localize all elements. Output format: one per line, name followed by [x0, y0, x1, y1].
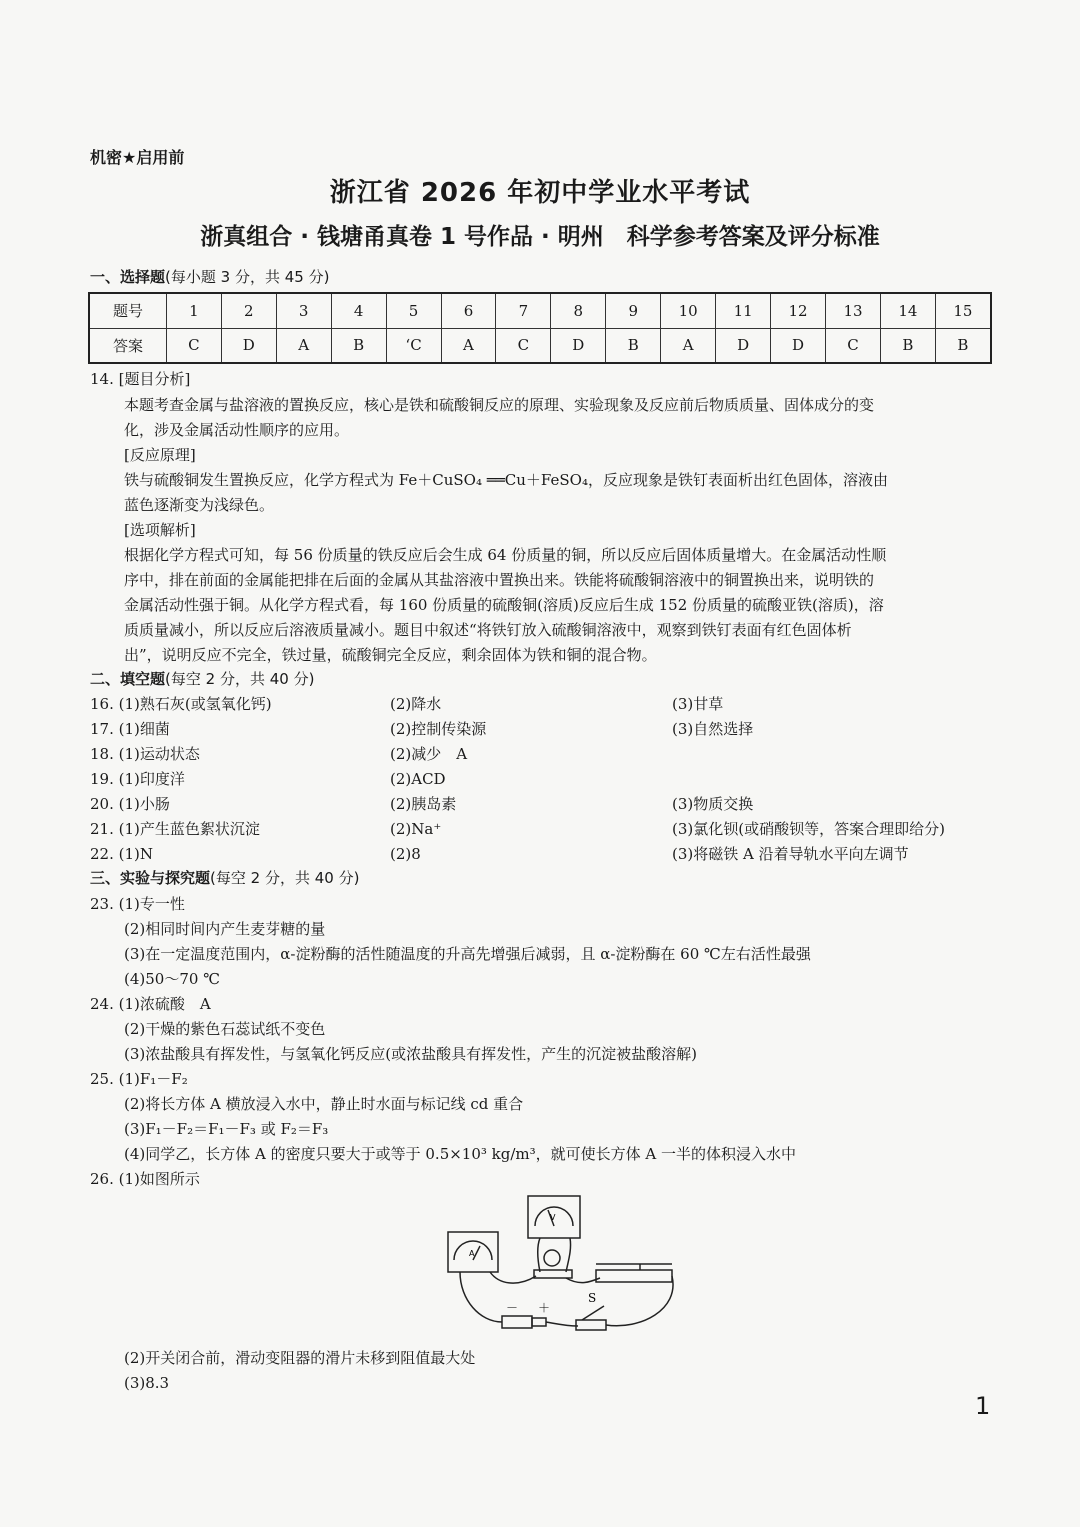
exp-answer: 23. (1)专一性 [90, 895, 185, 913]
voltmeter-label: V [550, 1213, 556, 1222]
answer-cell: B [331, 328, 386, 363]
answer-row [89, 328, 991, 363]
fill-answer: 16. (1)熟石灰(或氢氧化钙) [90, 695, 272, 713]
exp-answer: 26. (1)如图所示 [90, 1170, 200, 1188]
section-experiment-label: 三、实验与探究题 [90, 869, 211, 887]
q14-analysis-line: 本题考查金属与盐溶液的置换反应，核心是铁和硫酸铜反应的原理、实验现象及反应前后物质质量、固体成分的变 [124, 396, 875, 414]
q14-principle-line: 蓝色逐渐变为浅绿色。 [124, 496, 275, 514]
fill-answer: 19. (1)印度洋 [90, 770, 185, 788]
q-num: 1 [166, 293, 221, 328]
answer-cell: A [276, 328, 331, 363]
fill-answer: (3)自然选择 [672, 720, 754, 738]
fill-answer: (2)ACD [390, 770, 446, 788]
exp-answer: (3)8.3 [124, 1374, 170, 1392]
answer-cell: ʻC [386, 328, 441, 363]
exp-answer: (3)在一定温度范围内，α-淀粉酶的活性随温度的升高先增强后减弱，且 α-淀粉酶在 60 ℃左右活性最强 [124, 945, 811, 963]
exp-answer: (2)干燥的紫色石蕊试纸不变色 [124, 1020, 326, 1038]
switch-icon [576, 1320, 606, 1330]
q14-option-line: 金属活动性强于铜。从化学方程式看，每 160 份质量的硫酸铜(溶质)反应后生成 152 份质量的硫酸亚铁(溶质)，溶 [124, 596, 884, 614]
q14-analysis-line: 化，涉及金属活动性顺序的应用。 [124, 421, 350, 439]
q-num: 8 [551, 293, 606, 328]
answer-cell: C [496, 328, 551, 363]
circuit-diagram [440, 1190, 690, 1350]
fill-answer: (2)降水 [390, 695, 442, 713]
q-num: 15 [935, 293, 991, 328]
section-choice-note: (每小题 3 分，共 45 分) [165, 268, 330, 286]
q-num: 7 [496, 293, 551, 328]
exp-answer: (3)F₁－F₂＝F₁－F₃ 或 F₂＝F₃ [124, 1120, 329, 1138]
battery-icon [502, 1316, 532, 1328]
q-num: 6 [441, 293, 496, 328]
fill-answer: (3)物质交换 [672, 795, 754, 813]
section-choice-label: 一、选择题 [90, 268, 166, 286]
exp-answer: (4)50～70 ℃ [124, 970, 220, 988]
fill-answer: 20. (1)小肠 [90, 795, 170, 813]
row-label-question: 题号 [89, 293, 166, 328]
q-num: 10 [661, 293, 716, 328]
ammeter-label: A [469, 1249, 475, 1258]
answer-cell: B [606, 328, 661, 363]
exp-answer: 24. (1)浓硫酸 A [90, 995, 211, 1013]
answer-cell: C [166, 328, 221, 363]
confidential-label: 机密★启用前 [90, 148, 185, 167]
exam-subtitle: 浙真组合 · 钱塘甬真卷 1 号作品 · 明州 科学参考答案及评分标准 [200, 224, 880, 250]
answer-cell: D [551, 328, 606, 363]
section-fill-heading [90, 668, 314, 689]
answer-table [88, 292, 992, 364]
q14-option-head: [选项解析] [124, 521, 196, 539]
fill-answer: (3)将磁铁 A 沿着导轨水平向左调节 [672, 845, 909, 863]
answer-cell: D [716, 328, 771, 363]
answer-cell: A [441, 328, 496, 363]
page-number: 1 [975, 1392, 991, 1420]
section-fill-label: 二、填空题 [90, 670, 166, 688]
fill-answer: 17. (1)细菌 [90, 720, 170, 738]
exp-answer: (2)开关闭合前，滑动变阻器的滑片未移到阻值最大处 [124, 1349, 476, 1367]
fill-answer: (2)减少 A [390, 745, 468, 763]
exp-answer: (3)浓盐酸具有挥发性，与氢氧化钙反应(或浓盐酸具有挥发性，产生的沉淀被盐酸溶解) [124, 1045, 697, 1063]
fill-answer: (2)8 [390, 845, 421, 863]
lamp-icon [544, 1250, 560, 1266]
answer-cell: D [221, 328, 276, 363]
battery-minus-label: － [506, 1301, 519, 1315]
answer-cell: C [826, 328, 881, 363]
q-num: 2 [221, 293, 276, 328]
q14-option-line: 质质量减小，所以反应后溶液质量减小。题目中叙述“将铁钉放入硫酸铜溶液中，观察到铁钉表面有红色固体析 [124, 621, 852, 639]
exam-title: 浙江省 2026 年初中学业水平考试 [329, 178, 751, 208]
q-num: 11 [716, 293, 771, 328]
switch-label: S [588, 1291, 597, 1305]
fill-answer: 21. (1)产生蓝色絮状沉淀 [90, 820, 260, 838]
q-num: 4 [331, 293, 386, 328]
answer-cell: B [935, 328, 991, 363]
q14-option-line: 序中，排在前面的金属能把排在后面的金属从其盐溶液中置换出来。铁能将硫酸铜溶液中的铜置换出来，说明铁的 [124, 571, 875, 589]
fill-answer: (2)Na⁺ [390, 820, 442, 838]
fill-answer: 22. (1)N [90, 845, 153, 863]
answer-cell: B [880, 328, 935, 363]
q14-head: 14. [题目分析] [90, 370, 191, 388]
section-choice-heading [90, 266, 329, 287]
fill-answer: (3)氯化钡(或硝酸钡等，答案合理即给分) [672, 820, 945, 838]
section-fill-note: (每空 2 分，共 40 分) [165, 670, 315, 688]
exp-answer: (4)同学乙，长方体 A 的密度只要大于或等于 0.5×10³ kg/m³，就可使长方体 A 一半的体积浸入水中 [124, 1145, 797, 1163]
q14-principle-head: [反应原理] [124, 446, 196, 464]
q-num: 13 [826, 293, 881, 328]
q14-option-line: 根据化学方程式可知，每 56 份质量的铁反应后会生成 64 份质量的铜，所以反应后固体质量增大。在金属活动性顺 [124, 546, 887, 564]
fill-answer: (2)胰岛素 [390, 795, 457, 813]
section-experiment-note: (每空 2 分，共 40 分) [210, 869, 360, 887]
q-num: 14 [880, 293, 935, 328]
fill-answer: (2)控制传染源 [390, 720, 487, 738]
battery-plus-label: ＋ [538, 1301, 551, 1315]
fill-answer: (3)甘草 [672, 695, 724, 713]
fill-answer: 18. (1)运动状态 [90, 745, 200, 763]
q-num: 3 [276, 293, 331, 328]
row-label-answer: 答案 [89, 328, 166, 363]
q14-principle-line: 铁与硫酸铜发生置换反应，化学方程式为 Fe＋CuSO₄ ══Cu＋FeSO₄，反应现象是铁钉表面析出红色固体，溶液由 [124, 471, 888, 489]
exp-answer: (2)将长方体 A 横放浸入水中，静止时水面与标记线 cd 重合 [124, 1095, 524, 1113]
exp-answer: (2)相同时间内产生麦芽糖的量 [124, 920, 326, 938]
q-num: 12 [771, 293, 826, 328]
section-experiment-heading [90, 867, 359, 888]
q14-option-line: 出”，说明反应不完全，铁过量，硫酸铜完全反应，剩余固体为铁和铜的混合物。 [124, 646, 657, 664]
rheostat-icon [596, 1270, 672, 1282]
q-num: 9 [606, 293, 661, 328]
q-num: 5 [386, 293, 441, 328]
answer-cell: D [771, 328, 826, 363]
answer-cell: A [661, 328, 716, 363]
question-number-row [89, 293, 991, 328]
exp-answer: 25. (1)F₁－F₂ [90, 1070, 188, 1088]
